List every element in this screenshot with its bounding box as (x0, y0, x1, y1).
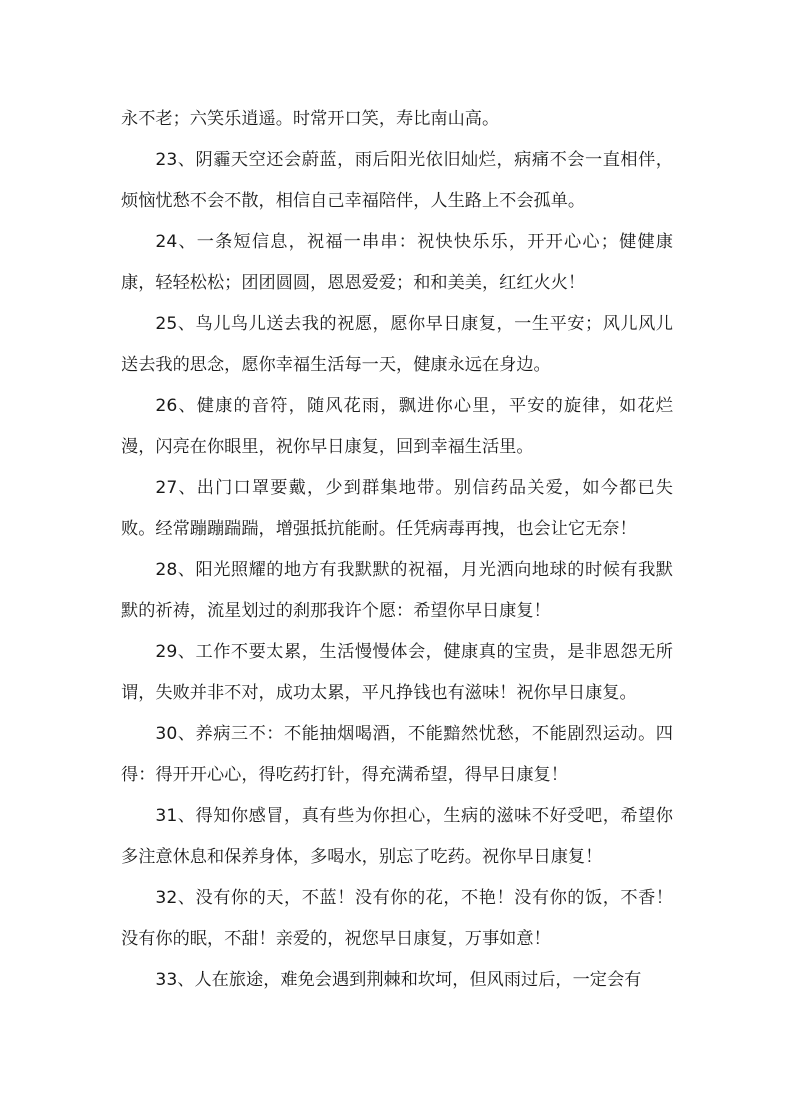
paragraph-32: 32、没有你的天，不蓝！没有你的花，不艳！没有你的饭，不香！没有你的眠，不甜！亲爱的，祝您早日康复，万事如意！ (121, 888, 673, 949)
paragraph-25: 25、鸟儿鸟儿送去我的祝愿，愿你早日康复，一生平安；风儿风儿送去我的思念，愿你幸福生活每一天，健康永远在身边。 (121, 314, 673, 375)
paragraph-33: 33、人在旅途，难免会遇到荆棘和坎坷，但风雨过后，一定会有 (155, 970, 642, 990)
paragraph-0: 永不老；六笑乐逍遥。时常开口笑，寿比南山高。 (121, 109, 500, 129)
paragraph-26: 26、健康的音符，随风花雨，飘进你心里，平安的旋律，如花烂漫，闪亮在你眼里，祝你早日康复，回到幸福生活里。 (121, 396, 673, 457)
paragraph-29: 29、工作不要太累，生活慢慢体会，健康真的宝贵，是非恩怨无所谓，失败并非不对，成功太累，平凡挣钱也有滋味！祝你早日康复。 (121, 642, 673, 703)
paragraph-30: 30、养病三不：不能抽烟喝酒，不能黯然忧愁，不能剧烈运动。四得：得开开心心，得吃药打针，得充满希望，得早日康复！ (121, 724, 673, 785)
paragraph-28: 28、阳光照耀的地方有我默默的祝福，月光洒向地球的时候有我默默的祈祷，流星划过的刹那我许个愿：希望你早日康复！ (121, 560, 673, 621)
paragraph-23: 23、阴霾天空还会蔚蓝，雨后阳光依旧灿烂，病痛不会一直相伴，烦恼忧愁不会不散，相信自己幸福陪伴，人生路上不会孤单。 (121, 150, 673, 211)
paragraph-31: 31、得知你感冒，真有些为你担心，生病的滋味不好受吧，希望你多注意休息和保养身体，多喝水，别忘了吃药。祝你早日康复！ (121, 806, 673, 867)
document-body (121, 99, 673, 1001)
paragraph-27: 27、出门口罩要戴，少到群集地带。别信药品关爱，如今都已失败。经常蹦蹦踹踹，增强抵抗能耐。任凭病毒再拽，也会让它无奈！ (121, 478, 673, 539)
paragraph-24: 24、一条短信息，祝福一串串：祝快快乐乐，开开心心；健健康康，轻轻松松；团团圆圆，恩恩爱爱；和和美美，红红火火！ (121, 232, 673, 293)
